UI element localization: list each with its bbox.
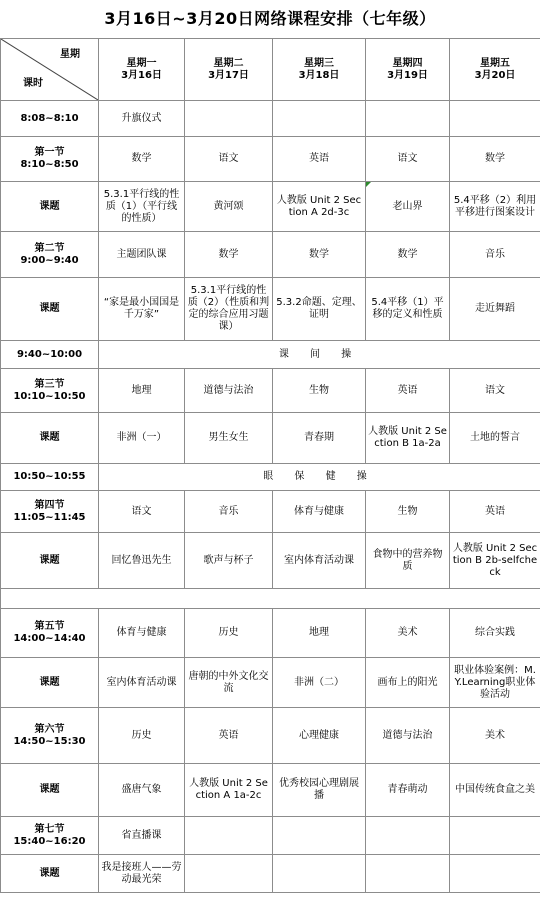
period-row-5 bbox=[1, 609, 540, 658]
period-row-6 bbox=[1, 708, 540, 764]
blank-separator bbox=[1, 589, 540, 609]
topic-cell: 非洲（一） bbox=[99, 413, 185, 464]
topic-cell: 男生女生 bbox=[185, 413, 273, 464]
day-date: 3月18日 bbox=[298, 69, 340, 81]
topic-label: 课题 bbox=[1, 658, 99, 708]
break-row-exercise bbox=[1, 341, 540, 369]
period-row-7 bbox=[1, 817, 540, 855]
time-cell: 9:40~10:00 bbox=[1, 341, 99, 369]
topic-cell: 老山界 bbox=[366, 182, 450, 232]
topic-cell: 画布上的阳光 bbox=[366, 658, 450, 708]
topic-cell: 唐朝的中外文化交流 bbox=[185, 658, 273, 708]
period-label: 第四节 11:05~11:45 bbox=[1, 491, 99, 533]
diagonal-line bbox=[1, 39, 98, 100]
period-label: 第三节 10:10~10:50 bbox=[1, 369, 99, 413]
period-label: 第二节 9:00~9:40 bbox=[1, 232, 99, 278]
topic-cell: 非洲（二） bbox=[273, 658, 366, 708]
subject-cell: 语文 bbox=[450, 369, 540, 413]
day-header-thu bbox=[366, 39, 450, 101]
topic-cell: 优秀校园心理剧展播 bbox=[273, 764, 366, 817]
day-date: 3月20日 bbox=[474, 69, 516, 81]
topic-cell: 盛唐气象 bbox=[99, 764, 185, 817]
topic-cell: 人教版 Unit 2 Section A 2d-3c bbox=[273, 182, 366, 232]
header-row bbox=[1, 39, 540, 101]
topic-cell: 人教版 Unit 2 Section B 1a-2a bbox=[366, 413, 450, 464]
time-cell: 8:08~8:10 bbox=[1, 101, 99, 137]
corner-period-label: 课时 bbox=[23, 78, 43, 89]
subject-cell: 道德与法治 bbox=[366, 708, 450, 764]
corner-weekday-label: 星期 bbox=[60, 49, 80, 60]
subject-cell: 英语 bbox=[450, 491, 540, 533]
period-row-1 bbox=[1, 137, 540, 182]
flag-ceremony-cell: 升旗仪式 bbox=[99, 101, 185, 137]
topic-cell: 土地的誓言 bbox=[450, 413, 540, 464]
topic-row-4 bbox=[1, 533, 540, 589]
subject-cell: 历史 bbox=[99, 708, 185, 764]
day-header-tue bbox=[185, 39, 273, 101]
subject-cell: 道德与法治 bbox=[185, 369, 273, 413]
topic-row-7 bbox=[1, 855, 540, 893]
flag-row bbox=[1, 101, 540, 137]
day-date: 3月17日 bbox=[208, 69, 249, 81]
topic-cell: 室内体育活动课 bbox=[273, 533, 366, 589]
topic-row-5 bbox=[1, 658, 540, 708]
subject-cell: 数学 bbox=[450, 137, 540, 182]
subject-cell: 语文 bbox=[185, 137, 273, 182]
topic-cell: “家是最小国国是千万家” bbox=[99, 278, 185, 341]
topic-cell: 歌声与杯子 bbox=[185, 533, 273, 589]
topic-label: 课题 bbox=[1, 533, 99, 589]
topic-cell: 回忆鲁迅先生 bbox=[99, 533, 185, 589]
day-header-mon bbox=[99, 39, 185, 101]
day-date: 3月16日 bbox=[121, 69, 162, 81]
topic-label: 课题 bbox=[1, 764, 99, 817]
topic-cell: 职业体验案例：M.Y.Learning职业体验活动 bbox=[450, 658, 540, 708]
subject-cell: 心理健康 bbox=[273, 708, 366, 764]
comment-marker-icon bbox=[366, 182, 371, 187]
subject-cell: 语文 bbox=[99, 491, 185, 533]
topic-cell: 人教版 Unit 2 Section B 2b-selfcheck bbox=[450, 533, 540, 589]
topic-cell: 5.3.1平行线的性质（2）（性质和判定的综合应用习题课） bbox=[185, 278, 273, 341]
topic-row-2 bbox=[1, 278, 540, 341]
day-name: 星期二 bbox=[213, 57, 244, 69]
break-row-eye bbox=[1, 464, 540, 491]
period-label: 第一节 8:10~8:50 bbox=[1, 137, 99, 182]
time-cell: 10:50~10:55 bbox=[1, 464, 99, 491]
subject-cell: 英语 bbox=[185, 708, 273, 764]
schedule-table bbox=[0, 38, 540, 893]
day-name: 星期五 bbox=[480, 57, 510, 69]
subject-cell: 地理 bbox=[99, 369, 185, 413]
corner-cell bbox=[1, 39, 99, 101]
topic-cell: 5.3.1平行线的性质（1）（平行线的性质） bbox=[99, 182, 185, 232]
topic-label: 课题 bbox=[1, 413, 99, 464]
topic-cell: 中国传统食盒之美 bbox=[450, 764, 540, 817]
subject-cell: 数学 bbox=[366, 232, 450, 278]
day-date: 3月19日 bbox=[387, 69, 428, 81]
day-header-fri bbox=[450, 39, 540, 101]
topic-cell: 青春萌动 bbox=[366, 764, 450, 817]
page-title: 3月16日~3月20日网络课程安排（七年级） bbox=[104, 9, 436, 28]
subject-cell: 生物 bbox=[366, 491, 450, 533]
subject-cell: 音乐 bbox=[450, 232, 540, 278]
topic-cell: 人教版 Unit 2 Section A 1a-2c bbox=[185, 764, 273, 817]
topic-cell: 走近舞蹈 bbox=[450, 278, 540, 341]
period-row-4 bbox=[1, 491, 540, 533]
topic-label: 课题 bbox=[1, 182, 99, 232]
period-label: 第五节 14:00~14:40 bbox=[1, 609, 99, 658]
topic-label: 课题 bbox=[1, 855, 99, 893]
subject-cell: 地理 bbox=[273, 609, 366, 658]
topic-cell: 食物中的营养物质 bbox=[366, 533, 450, 589]
day-name: 星期四 bbox=[392, 57, 423, 69]
topic-row-1 bbox=[1, 182, 540, 232]
subject-cell: 美术 bbox=[450, 708, 540, 764]
day-name: 星期三 bbox=[304, 57, 334, 69]
topic-cell: 青春期 bbox=[273, 413, 366, 464]
topic-cell: 5.3.2命题、定理、证明 bbox=[273, 278, 366, 341]
period-row-3 bbox=[1, 369, 540, 413]
subject-cell: 语文 bbox=[366, 137, 450, 182]
lunch-blank-row bbox=[1, 589, 540, 609]
topic-cell: 我是接班人——劳动最光荣 bbox=[99, 855, 185, 893]
subject-cell: 省直播课 bbox=[99, 817, 185, 855]
period-label: 第六节 14:50~15:30 bbox=[1, 708, 99, 764]
subject-cell: 美术 bbox=[366, 609, 450, 658]
eye-exercise-cell: 眼 保 健 操 bbox=[99, 464, 540, 491]
period-label: 第七节 15:40~16:20 bbox=[1, 817, 99, 855]
subject-cell: 体育与健康 bbox=[99, 609, 185, 658]
topic-cell: 黄河颂 bbox=[185, 182, 273, 232]
subject-cell: 数学 bbox=[185, 232, 273, 278]
day-header-wed bbox=[273, 39, 366, 101]
subject-cell: 主题团队课 bbox=[99, 232, 185, 278]
subject-cell: 数学 bbox=[99, 137, 185, 182]
exercise-cell: 课 间 操 bbox=[99, 341, 540, 369]
topic-row-3 bbox=[1, 413, 540, 464]
subject-cell: 数学 bbox=[273, 232, 366, 278]
day-name: 星期一 bbox=[126, 57, 157, 69]
subject-cell: 音乐 bbox=[185, 491, 273, 533]
subject-cell: 英语 bbox=[366, 369, 450, 413]
subject-cell: 体育与健康 bbox=[273, 491, 366, 533]
topic-row-6 bbox=[1, 764, 540, 817]
topic-label: 课题 bbox=[1, 278, 99, 341]
subject-cell: 生物 bbox=[273, 369, 366, 413]
period-row-2 bbox=[1, 232, 540, 278]
subject-cell: 历史 bbox=[185, 609, 273, 658]
subject-cell: 综合实践 bbox=[450, 609, 540, 658]
topic-cell: 5.4平移（2）利用平移进行图案设计 bbox=[450, 182, 540, 232]
topic-cell: 5.4平移（1）平移的定义和性质 bbox=[366, 278, 450, 341]
topic-cell: 室内体育活动课 bbox=[99, 658, 185, 708]
subject-cell: 英语 bbox=[273, 137, 366, 182]
